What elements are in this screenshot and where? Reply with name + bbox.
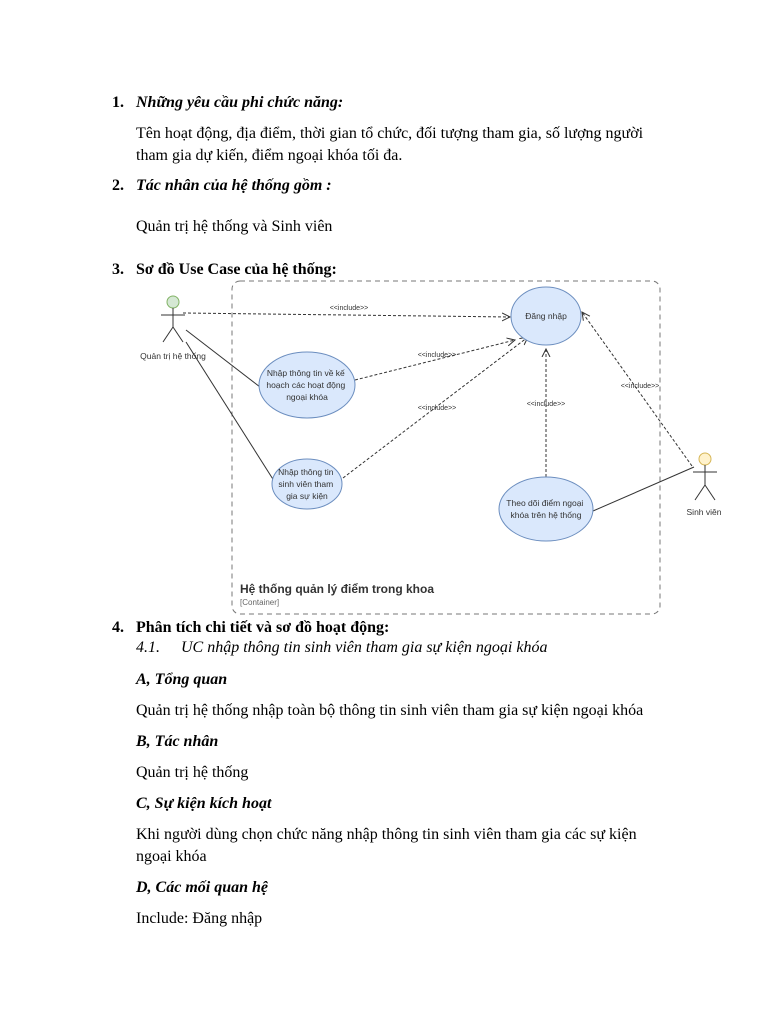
section-1-title: Những yêu cầu phi chức năng: xyxy=(136,94,344,111)
admin-actor-label: Quản trị hệ thống xyxy=(140,351,206,361)
use-case-diagram xyxy=(120,278,730,618)
include-label: <<include>> xyxy=(417,352,457,359)
usecase-plan-line1: Nhập thông tin về kế xyxy=(266,368,345,378)
section-1-body-line2: tham gia dự kiến, điểm ngoại khóa tối đa. xyxy=(136,147,403,164)
usecase-login-label: Đăng nhập xyxy=(525,311,567,321)
association-admin-students xyxy=(186,342,276,484)
usecase-plan-line3: ngoại khóa xyxy=(286,392,328,402)
body-c-line1: Khi người dùng chọn chức năng nhập thông tin sinh viên tham gia các sự kiện xyxy=(136,826,637,843)
usecase-track-line1: Theo dõi điểm ngoại xyxy=(506,498,584,508)
heading-d: D, Các mối quan hệ xyxy=(136,879,269,896)
student-actor-label: Sinh viên xyxy=(686,507,722,517)
section-2-body: Quản trị hệ thống và Sinh viên xyxy=(136,218,333,235)
include-label: <<include>> xyxy=(329,305,369,312)
subsection-4-1-number: 4.1. xyxy=(136,639,160,656)
include-plan-login xyxy=(355,340,515,380)
usecase-track-line2: khóa trên hệ thống xyxy=(510,510,582,520)
section-1-body-line1: Tên hoạt động, địa điểm, thời gian tổ chức, đối tượng tham gia, số lượng người xyxy=(136,125,644,142)
body-c-line2: ngoại khóa xyxy=(136,848,207,865)
usecase-students-line1: Nhập thông tin xyxy=(278,467,334,477)
section-4-title: Phân tích chi tiết và sơ đồ hoạt động: xyxy=(136,619,390,636)
heading-b: B, Tác nhân xyxy=(136,733,219,750)
include-label: <<include>> xyxy=(526,401,566,408)
heading-c: C, Sự kiện kích hoạt xyxy=(136,795,272,812)
admin-actor-icon xyxy=(161,296,185,342)
body-a: Quản trị hệ thống nhập toàn bộ thông tin sinh viên tham gia sự kiện ngoại khóa xyxy=(136,702,644,719)
heading-a: A, Tổng quan xyxy=(136,671,228,688)
section-2-title: Tác nhân của hệ thống gồm : xyxy=(136,177,332,194)
section-1-number: 1. xyxy=(112,94,124,111)
association-student-track xyxy=(593,467,694,511)
usecase-track xyxy=(499,477,593,541)
body-b: Quản trị hệ thống xyxy=(136,764,249,781)
section-3-number: 3. xyxy=(112,261,124,278)
system-subtitle: [Container] xyxy=(240,598,280,607)
usecase-students-line2: sinh viên tham xyxy=(278,479,334,489)
section-4-number: 4. xyxy=(112,619,124,636)
usecase-plan-line2: hoạch các hoạt động xyxy=(266,380,346,390)
system-title: Hệ thống quản lý điểm trong khoa xyxy=(240,582,435,596)
section-2-number: 2. xyxy=(112,177,124,194)
student-actor-icon xyxy=(693,453,717,500)
usecase-students-label xyxy=(278,467,336,501)
include-label: <<include>> xyxy=(620,383,660,390)
subsection-4-1-title: UC nhập thông tin sinh viên tham gia sự kiện ngoại khóa xyxy=(181,639,548,656)
usecase-students-line3: gia sự kiện xyxy=(286,491,328,501)
include-label: <<include>> xyxy=(417,405,457,412)
section-3-title: Sơ đồ Use Case của hệ thống: xyxy=(136,261,337,278)
body-d: Include: Đăng nhập xyxy=(136,910,263,927)
